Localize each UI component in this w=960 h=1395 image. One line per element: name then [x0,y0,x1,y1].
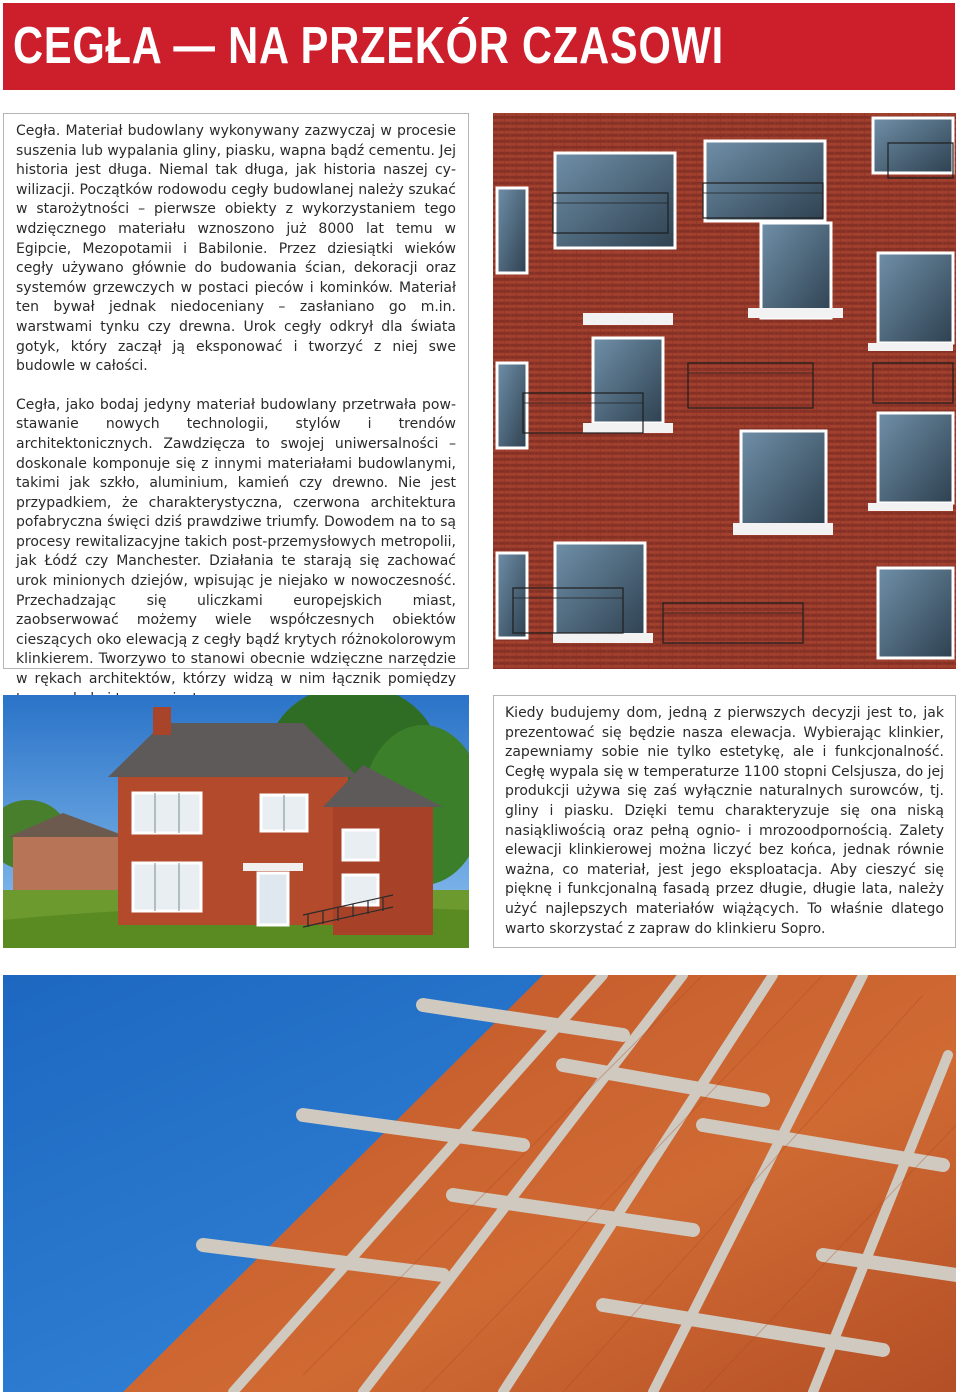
intro-paragraph: Cegła. Materiał budowlany wykonywany zazwyczaj w procesie suszenia lub wypalania gliny, piasku, wapna bądź cementu. Jej historia jest długa. Niemal tak długa, jak historia naszej cywilizacji. Początków rodowodu cegły budowlanej należy szukać w starożytności – pierwsze obiekty z wykorzystaniem tego wdzięcznego materiału wznoszono już 8000 lat temu w Egipcie, Mezopotamii i Babilonie. Przez dziesiątki wieków cegły używano głównie do budowania ścian, dekoracji oraz systemów grzewczych w postaci pieców i kominków. Materiał ten bywał jednak niedoceniany – zasłaniano go m.in. warstwami tynku czy drewna. Urok cegły odkrył dla świata gotyk, który zaczął ją eksponować i tworzyć z niej swe budowle w całości. [16,123,456,375]
clinker-text-box [493,695,956,948]
history-paragraph: Cegła, jako bodaj jedyny materiał budowlany przetrwała powstawanie nowych technologii, stylów i trendów architektonicznych. Zawdzięcza to swojej uniwersalności – doskonale komponuje się z innymi materiałami budowlanymi, takimi jak szkło, aluminium, kamień czy drewno. Nie jest przypadkiem, że charakterystyczna, czerwona architektura pofabryczna święci dziś prawdziwe triumfy. Dowodem na to są procesy rewitalizacyjne takich post-przemysłowych metropolii, jak Łódź czy Manchester. Działania te starają się zachować urok minionych dziejów, wpisując je niejako w nowoczesność. Przechadzając się uliczkami europejskich miast, zaobserwować możemy wiele współczesnych obiektów cieszących oko elewacją z cegły bądź krytych różnokolorowym klinkierem. Tworzywo to stanowi obecnie wdzięczne narzędzie w rękach architektów, którzy widzą w nim łącznik pomiędzy [16,396,456,688]
page-title: CEGŁA — NA PRZEKÓR CZASOWI [13,17,725,75]
clinker-paragraph: Kiedy budujemy dom, jedną z pierwszych decyzji jest to, jak prezentować się będzie nasza elewacja. Wybierając klinkier, zapewniamy sobie nie tylko estetykę, ale i funkcjonalność. Cegłę wypala się w temperaturze 1100 stopni Celsjusza, do jej produkcji używa się zaś wyłącznie naturalnych surowców, tj. gliny i piasku. Dzięki temu charakteryzuje się ona niską nasiąkliwością oraz pełną ognio- i mrozoodpornością. Zalety elewacji klinkierowej można liczyć bez końca, jednak równie ważna, co materiał, jest jego eksploatacja. Aby cieszyć się pięknę i funkcjonalną fasadą przez długie, długie lata, należy użyć najlepszych materiałów wiążących. To właśnie dlatego warto skorzystać z zapraw do klinkieru Sopro. [505,705,944,937]
brick-wall-closeup-photo [3,975,956,1392]
intro-text-box [3,113,469,688]
title-banner [3,3,955,90]
brick-house-photo [3,695,469,948]
brick-building-photo [493,113,956,669]
